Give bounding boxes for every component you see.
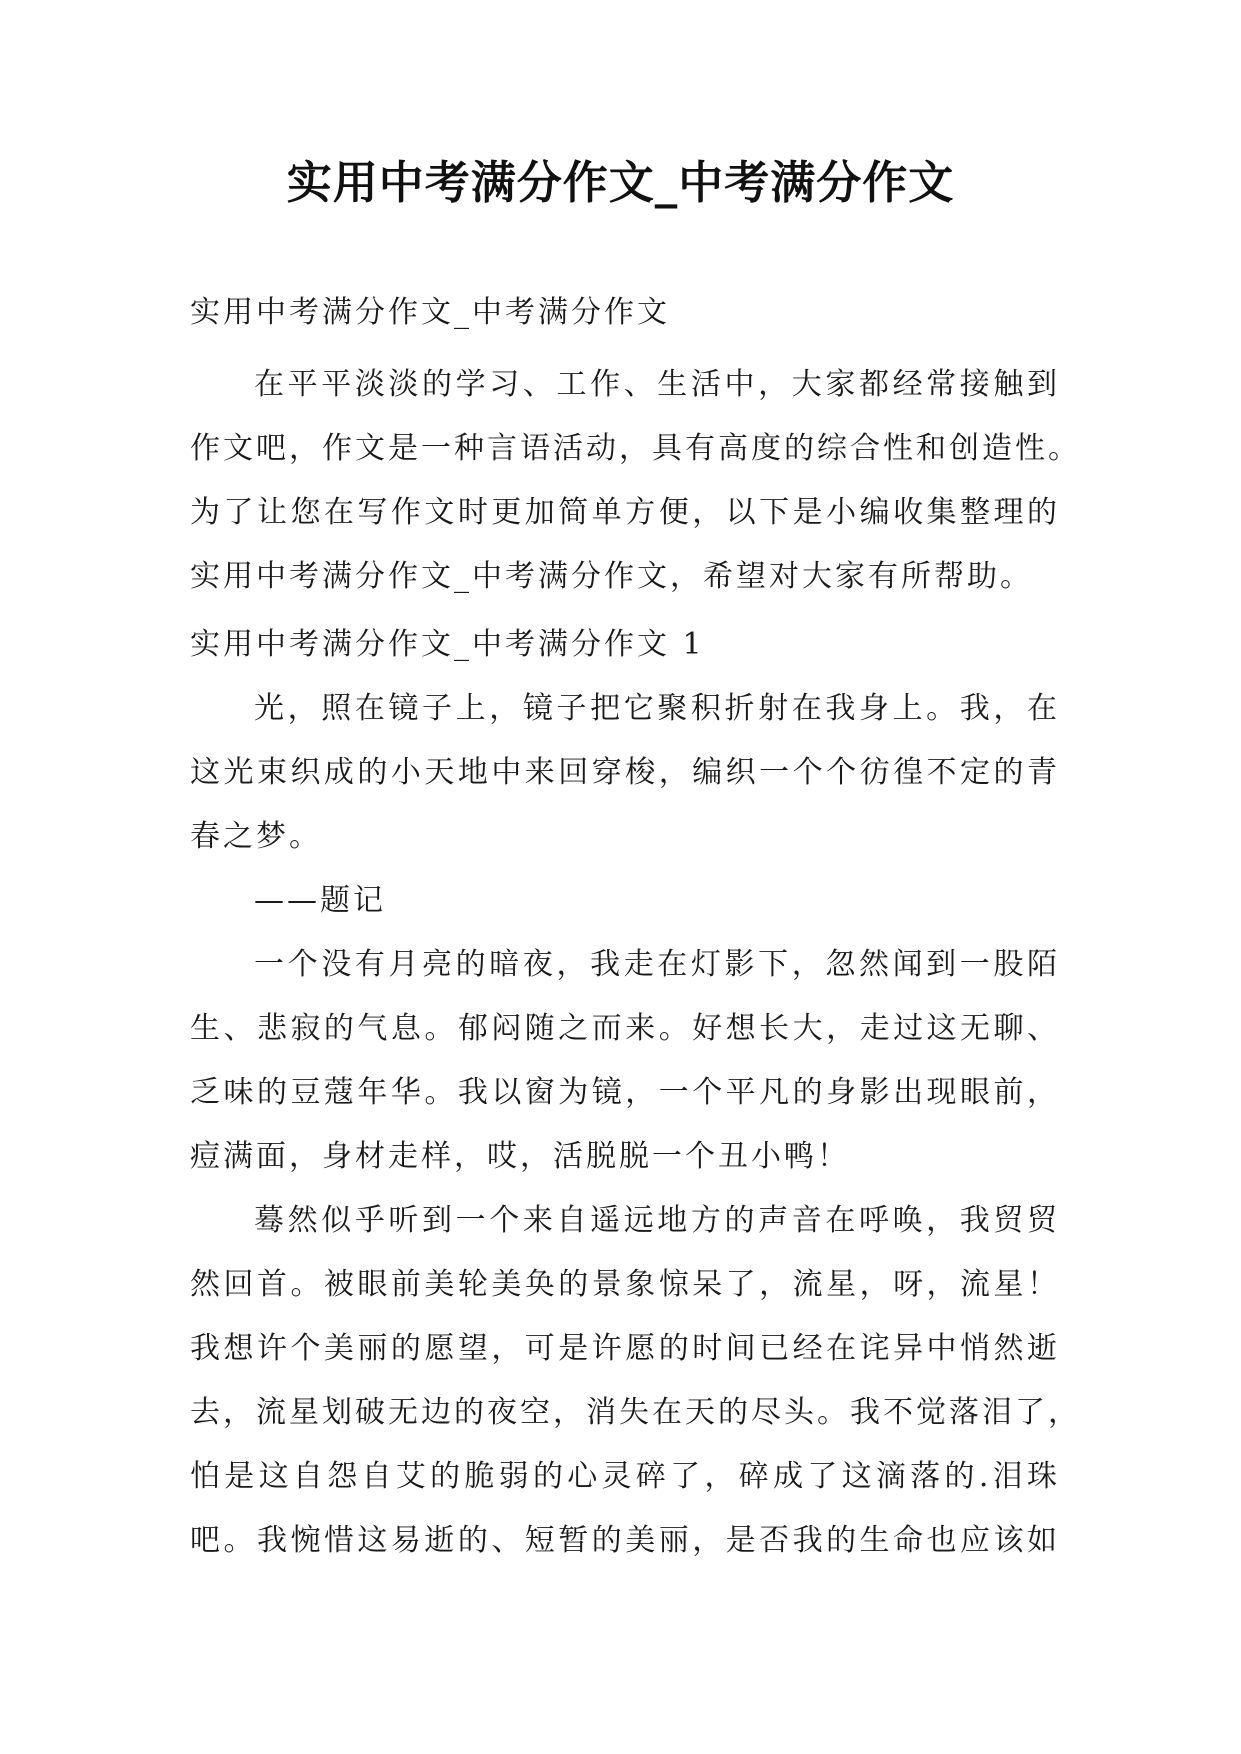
intro-paragraph <box>190 353 1081 609</box>
paragraph-line: 一个没有月亮的暗夜，我走在灯影下，忽然闻到一股陌 <box>254 947 1060 982</box>
paragraph-line: 痘满面，身材走样，哎，活脱脱一个丑小鸭！ <box>190 1139 850 1174</box>
paragraph-line: 乏味的豆蔻年华。我以窗为镜，一个平凡的身影出现眼前， <box>190 1075 1060 1110</box>
paragraph-line: 我想许个美丽的愿望，可是许愿的时间已经在诧异中悄然逝 <box>190 1331 1060 1366</box>
epigraph: ——题记 <box>254 883 386 918</box>
intro-line: 作文吧，作文是一种言语活动，具有高度的综合性和创造性。 <box>190 431 1081 466</box>
paragraph-line: 生、悲寂的气息。郁闷随之而来。好想长大，走过这无聊、 <box>190 1011 1060 1046</box>
paragraph-line: 去，流星划破无边的夜空，消失在天的尽头。我不觉落泪了， <box>190 1395 1081 1430</box>
essay-1 <box>190 613 1081 1573</box>
paragraph-line: 怕是这自怨自艾的脆弱的心灵碎了，碎成了这滴落的.泪珠 <box>190 1459 1060 1494</box>
document-subtitle: 实用中考满分作文_中考满分作文 <box>190 295 670 330</box>
paragraph-line: 吧。我惋惜这易逝的、短暂的美丽，是否我的生命也应该如 <box>190 1523 1060 1558</box>
paragraph-line: 春之梦。 <box>190 819 322 854</box>
essay-heading: 实用中考满分作文_中考满分作文 1 <box>190 627 705 662</box>
paragraph-line: 光，照在镜子上，镜子把它聚积折射在我身上。我，在 <box>254 691 1060 726</box>
intro-line: 为了让您在写作文时更加简单方便，以下是小编收集整理的 <box>190 495 1060 530</box>
paragraph-line: 蓦然似乎听到一个来自遥远地方的声音在呼唤，我贸贸 <box>254 1203 1060 1238</box>
intro-line: 在平平淡淡的学习、工作、生活中，大家都经常接触到 <box>254 367 1060 402</box>
intro-line: 实用中考满分作文_中考满分作文，希望对大家有所帮助。 <box>190 559 1033 594</box>
paragraph-line: 这光束织成的小天地中来回穿梭，编织一个个彷徨不定的青 <box>190 755 1060 790</box>
document-title: 实用中考满分作文_中考满分作文 <box>286 156 955 209</box>
paragraph-line: 然回首。被眼前美轮美奂的景象惊呆了，流星，呀，流星！ <box>190 1267 1060 1302</box>
